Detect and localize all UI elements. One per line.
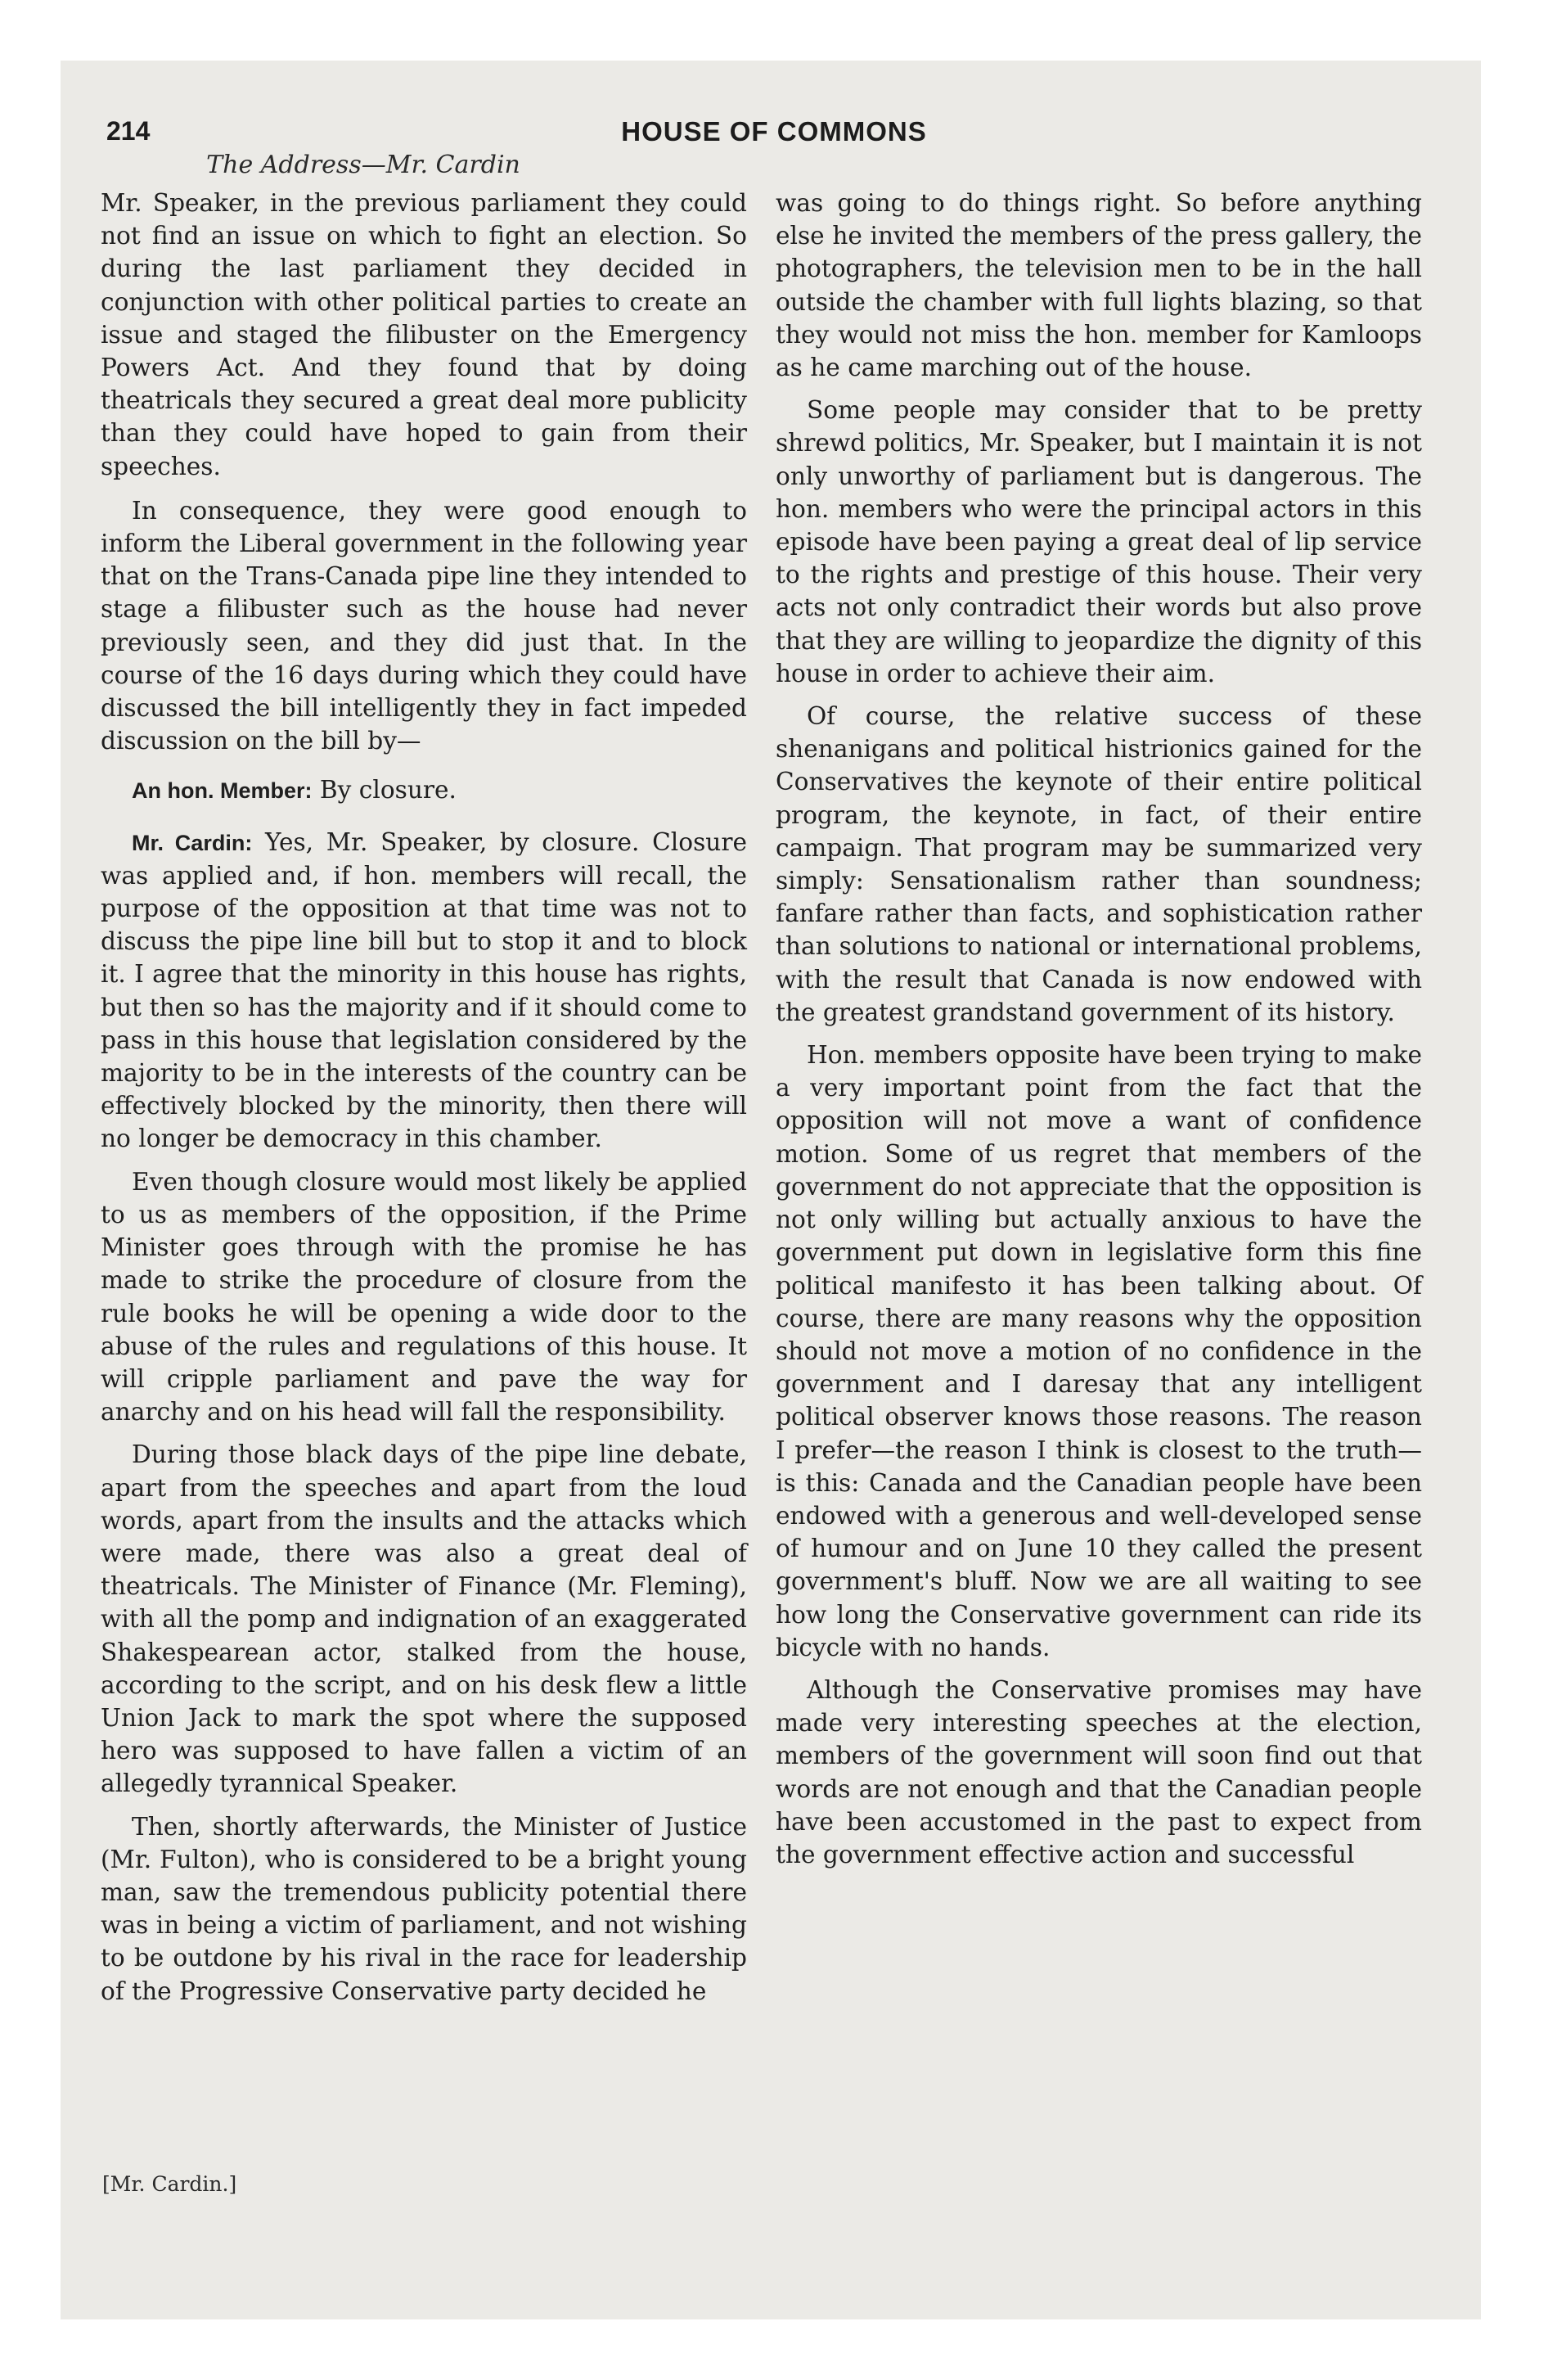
interjection — [101, 773, 747, 807]
speech — [101, 826, 747, 1156]
paragraph: Of course, the relative success of these shenanigans and political histrionics gained for the Conservatives the keynote of their entire political program, the keynote, in fact, of their entire campaign. That program may be summarized very simply: Sensationalism rather than soundness; fanfare rather than facts, and sophistication rather than solutions to national or international problems, with the result that Canada is now endowed with the greatest grandstand government of its history. — [776, 702, 1422, 1026]
paragraph: In consequence, they were good enough to inform the Liberal government in the following year that on the Trans-Canada pipe line they intended to stage a filibuster such as the house had never previously seen, and they did just that. In the course of the 16 days during which they could have discussed the bill intelligently they in fact impeded discussion on the bill by— — [101, 496, 747, 755]
speaker-name: An hon. Member: — [132, 778, 313, 804]
paragraph: Some people may consider that to be pretty shrewd politics, Mr. Speaker, but I maintain it is not only unworthy of parliament but is dangerous. The hon. members who were the principal actors in this episode have been paying a great deal of lip service to the rights and prestige of this house. Their very acts not only contradict their words but also prove that they are willing to jeopardize the dignity of this house in order to achieve their aim. — [776, 396, 1422, 687]
paragraph: During those black days of the pipe line debate, apart from the speeches and apart from the loud words, apart from the insults and the attacks which were made, there was also a great deal of theatricals. The Minister of Finance (Mr. Fleming), with all the pomp and indignation of an exaggerated Shakespearean actor, stalked from the house, according to the script, and on his desk flew a little Union Jack to mark the spot where the supposed hero was supposed to have fallen a victim of an allegedly tyrannical Speaker. — [101, 1440, 747, 1798]
page-number: 214 — [106, 116, 151, 146]
interjection-text: By closure. — [312, 776, 457, 805]
paragraph: Then, shortly afterwards, the Minister of Justice (Mr. Fulton), who is considered to be a bright young man, saw the tremendous publicity potential there was in being a victim of parliament, and not wishing to be outdone by his rival in the race for leadership of the Progressive Conservative party decided he — [101, 1812, 747, 2005]
paragraph: Although the Conservative promises may have made very interesting speeches at the election, members of the government will soon find out that words are not enough and that the Canadian people have been accustomed in the past to expect from the government effective action and successful — [776, 1675, 1422, 1868]
left-column — [101, 187, 747, 2017]
page-title: HOUSE OF COMMONS — [621, 116, 927, 146]
speech-text: Yes, Mr. Speaker, by closure. Closure was applied and, if hon. members will recall, the purpose of the opposition at that time was not to discuss the pipe line bill but to stop it and to block it. I agree that the minority in this house has rights, but then so has the majority and if it should come to pass in this house that legislation considered by the majority to be in the interests of the country can be effectively blocked by the minority, then there will no longer be democracy in this chamber. — [101, 827, 747, 1153]
running-head: The Address—Mr. Cardin — [206, 151, 520, 179]
footer-speaker-note: [Mr. Cardin.] — [102, 2172, 237, 2196]
paragraph: Mr. Speaker, in the previous parliament they could not find an issue on which to fight an election. So during the last parliament they decided in conjunction with other political parties to create an issue and staged the filibuster on the Emergency Powers Act. And they found that by doing theatricals they secured a great deal more publicity than they could have hoped to gain from their speeches. — [101, 189, 747, 480]
paragraph: was going to do things right. So before anything else he invited the members of the press gallery, the photographers, the television men to be in the hall outside the chamber with full lights blazing, so that they would not miss the hon. member for Kamloops as he came marching out of the house. — [776, 189, 1422, 382]
paragraph: Even though closure would most likely be applied to us as members of the opposition, if the Prime Minister goes through with the promise he has made to strike the procedure of closure from the rule books he will be opening a wide door to the abuse of the rules and regulations of this house. It will cripple parliament and pave the way for anarchy and on his head will fall the responsibility. — [101, 1167, 747, 1427]
paragraph: Hon. members opposite have been trying to make a very important point from the fact that the opposition will not move a want of confidence motion. Some of us regret that members of the government do not appreciate that the opposition is not only willing but actually anxious to have the government put down in legislative form this fine political manifesto it has been talking about. Of course, there are many reasons why the opposition should not move a motion of no confidence in the government and I daresay that any intelligent political observer knows those reasons. The reason I prefer—the reason I think is closest to the truth—is this: Canada and the Canadian people have been endowed with a generous and well-developed sense of humour and on June 10 they called the present government's bluff. Now we are all waiting to see how long the Conservative government can ride its bicycle with no hands. — [776, 1041, 1422, 1661]
speaker-name: Mr. Cardin: — [132, 830, 253, 855]
right-column — [776, 187, 1422, 1881]
